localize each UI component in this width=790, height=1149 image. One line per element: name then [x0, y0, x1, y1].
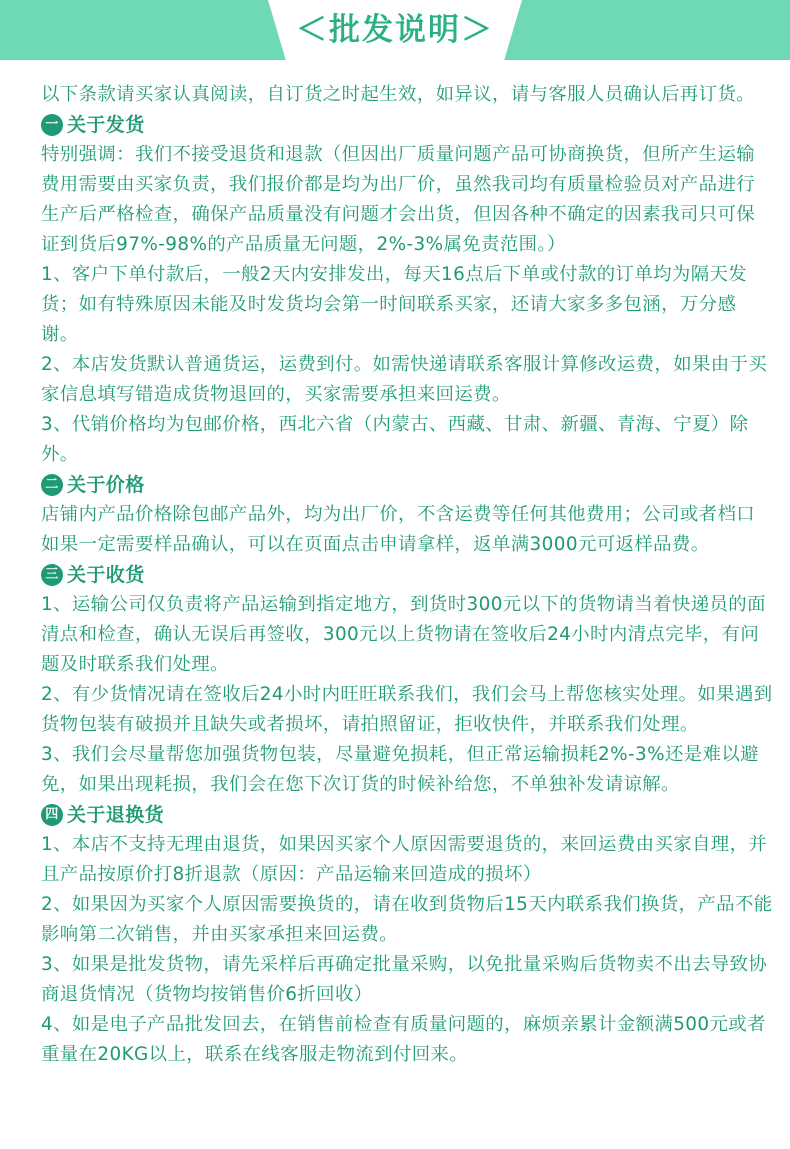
section-title: 关于收货 [67, 564, 145, 586]
section-shipping [41, 110, 773, 470]
section-heading [41, 800, 773, 830]
section-heading [41, 560, 773, 590]
paragraph: 3、代销价格均为包邮价格，西北六省（内蒙古、西藏、甘肃、新疆、青海、宁夏）除外。 [41, 414, 749, 465]
paragraph: 1、运输公司仅负责将产品运输到指定地方，到货时300元以下的货物请当着快递员的面清点和检查，确认无误后再签收，300元以上货物请在签收后24小时内清点完毕，有问题及时联系我们处理。 [41, 594, 766, 675]
section-title: 关于退换货 [67, 804, 165, 826]
section-title: 关于价格 [67, 474, 145, 496]
page-title: ＜批发说明＞ [296, 12, 494, 48]
section-heading [41, 110, 773, 140]
terms-content [41, 80, 773, 1070]
number-badge-icon: 二 [41, 474, 63, 496]
number-badge-icon: 三 [41, 564, 63, 586]
paragraph: 4、如是电子产品批发回去，在销售前检查有质量问题的，麻烦亲累计金额满500元或者重量在20KG以上，联系在线客服走物流到付回来。 [41, 1014, 766, 1065]
paragraph: 店铺内产品价格除包邮产品外，均为出厂价，不含运费等任何其他费用；公司或者档口如果一定需要样品确认，可以在页面点击申请拿样，返单满3000元可返样品费。 [41, 504, 756, 555]
paragraph: 1、本店不支持无理由退货，如果因买家个人原因需要退货的，来回运费由买家自理，并且产品按原价打8折退款（原因：产品运输来回造成的损坏） [41, 834, 768, 885]
paragraph: 2、有少货情况请在签收后24小时内旺旺联系我们，我们会马上帮您核实处理。如果遇到货物包装有破损并且缺失或者损坏，请拍照留证，拒收快件，并联系我们处理。 [41, 684, 773, 735]
paragraph: 1、客户下单付款后，一般2天内安排发出，每天16点后下单或付款的订单均为隔天发货；如有特殊原因未能及时发货均会第一时间联系买家，还请大家多多包涵，万分感谢。 [41, 264, 748, 345]
number-badge-icon: 一 [41, 114, 63, 136]
section-receiving [41, 560, 773, 800]
header-banner [0, 0, 790, 60]
number-badge-icon: 四 [41, 804, 63, 826]
section-returns [41, 800, 773, 1070]
paragraph: 3、如果是批发货物，请先采样后再确定批量采购，以免批量采购后货物卖不出去导致协商退货情况（货物均按销售价6折回收） [41, 954, 768, 1005]
paragraph: 2、本店发货默认普通货运，运费到付。如需快递请联系客服计算修改运费，如果由于买家信息填写错造成货物退回的，买家需要承担来回运费。 [41, 354, 768, 405]
paragraph: 2、如果因为买家个人原因需要换货的，请在收到货物后15天内联系我们换货，产品不能影响第二次销售，并由买家承担来回运费。 [41, 894, 773, 945]
paragraph: 特别强调：我们不接受退货和退款（但因出厂质量问题产品可协商换货，但所产生运输费用需要由买家负责，我们报价都是均为出厂价，虽然我司均有质量检验员对产品进行生产后严格检查，确保产品质量没有问题才会出货，但因各种不确定的因素我司只可保证到货后97%-98%的产品质量无问题，2%-3%属免责范围。） [41, 144, 756, 255]
section-heading [41, 470, 773, 500]
intro-text: 以下条款请买家认真阅读，自订货之时起生效，如异议，请与客服人员确认后再订货。 [41, 84, 756, 105]
section-price [41, 470, 773, 560]
section-title: 关于发货 [67, 114, 145, 136]
paragraph: 3、我们会尽量帮您加强货物包装，尽量避免损耗，但正常运输损耗2%-3%还是难以避免，如果出现耗损，我们会在您下次订货的时候补给您，不单独补发请谅解。 [41, 744, 759, 795]
